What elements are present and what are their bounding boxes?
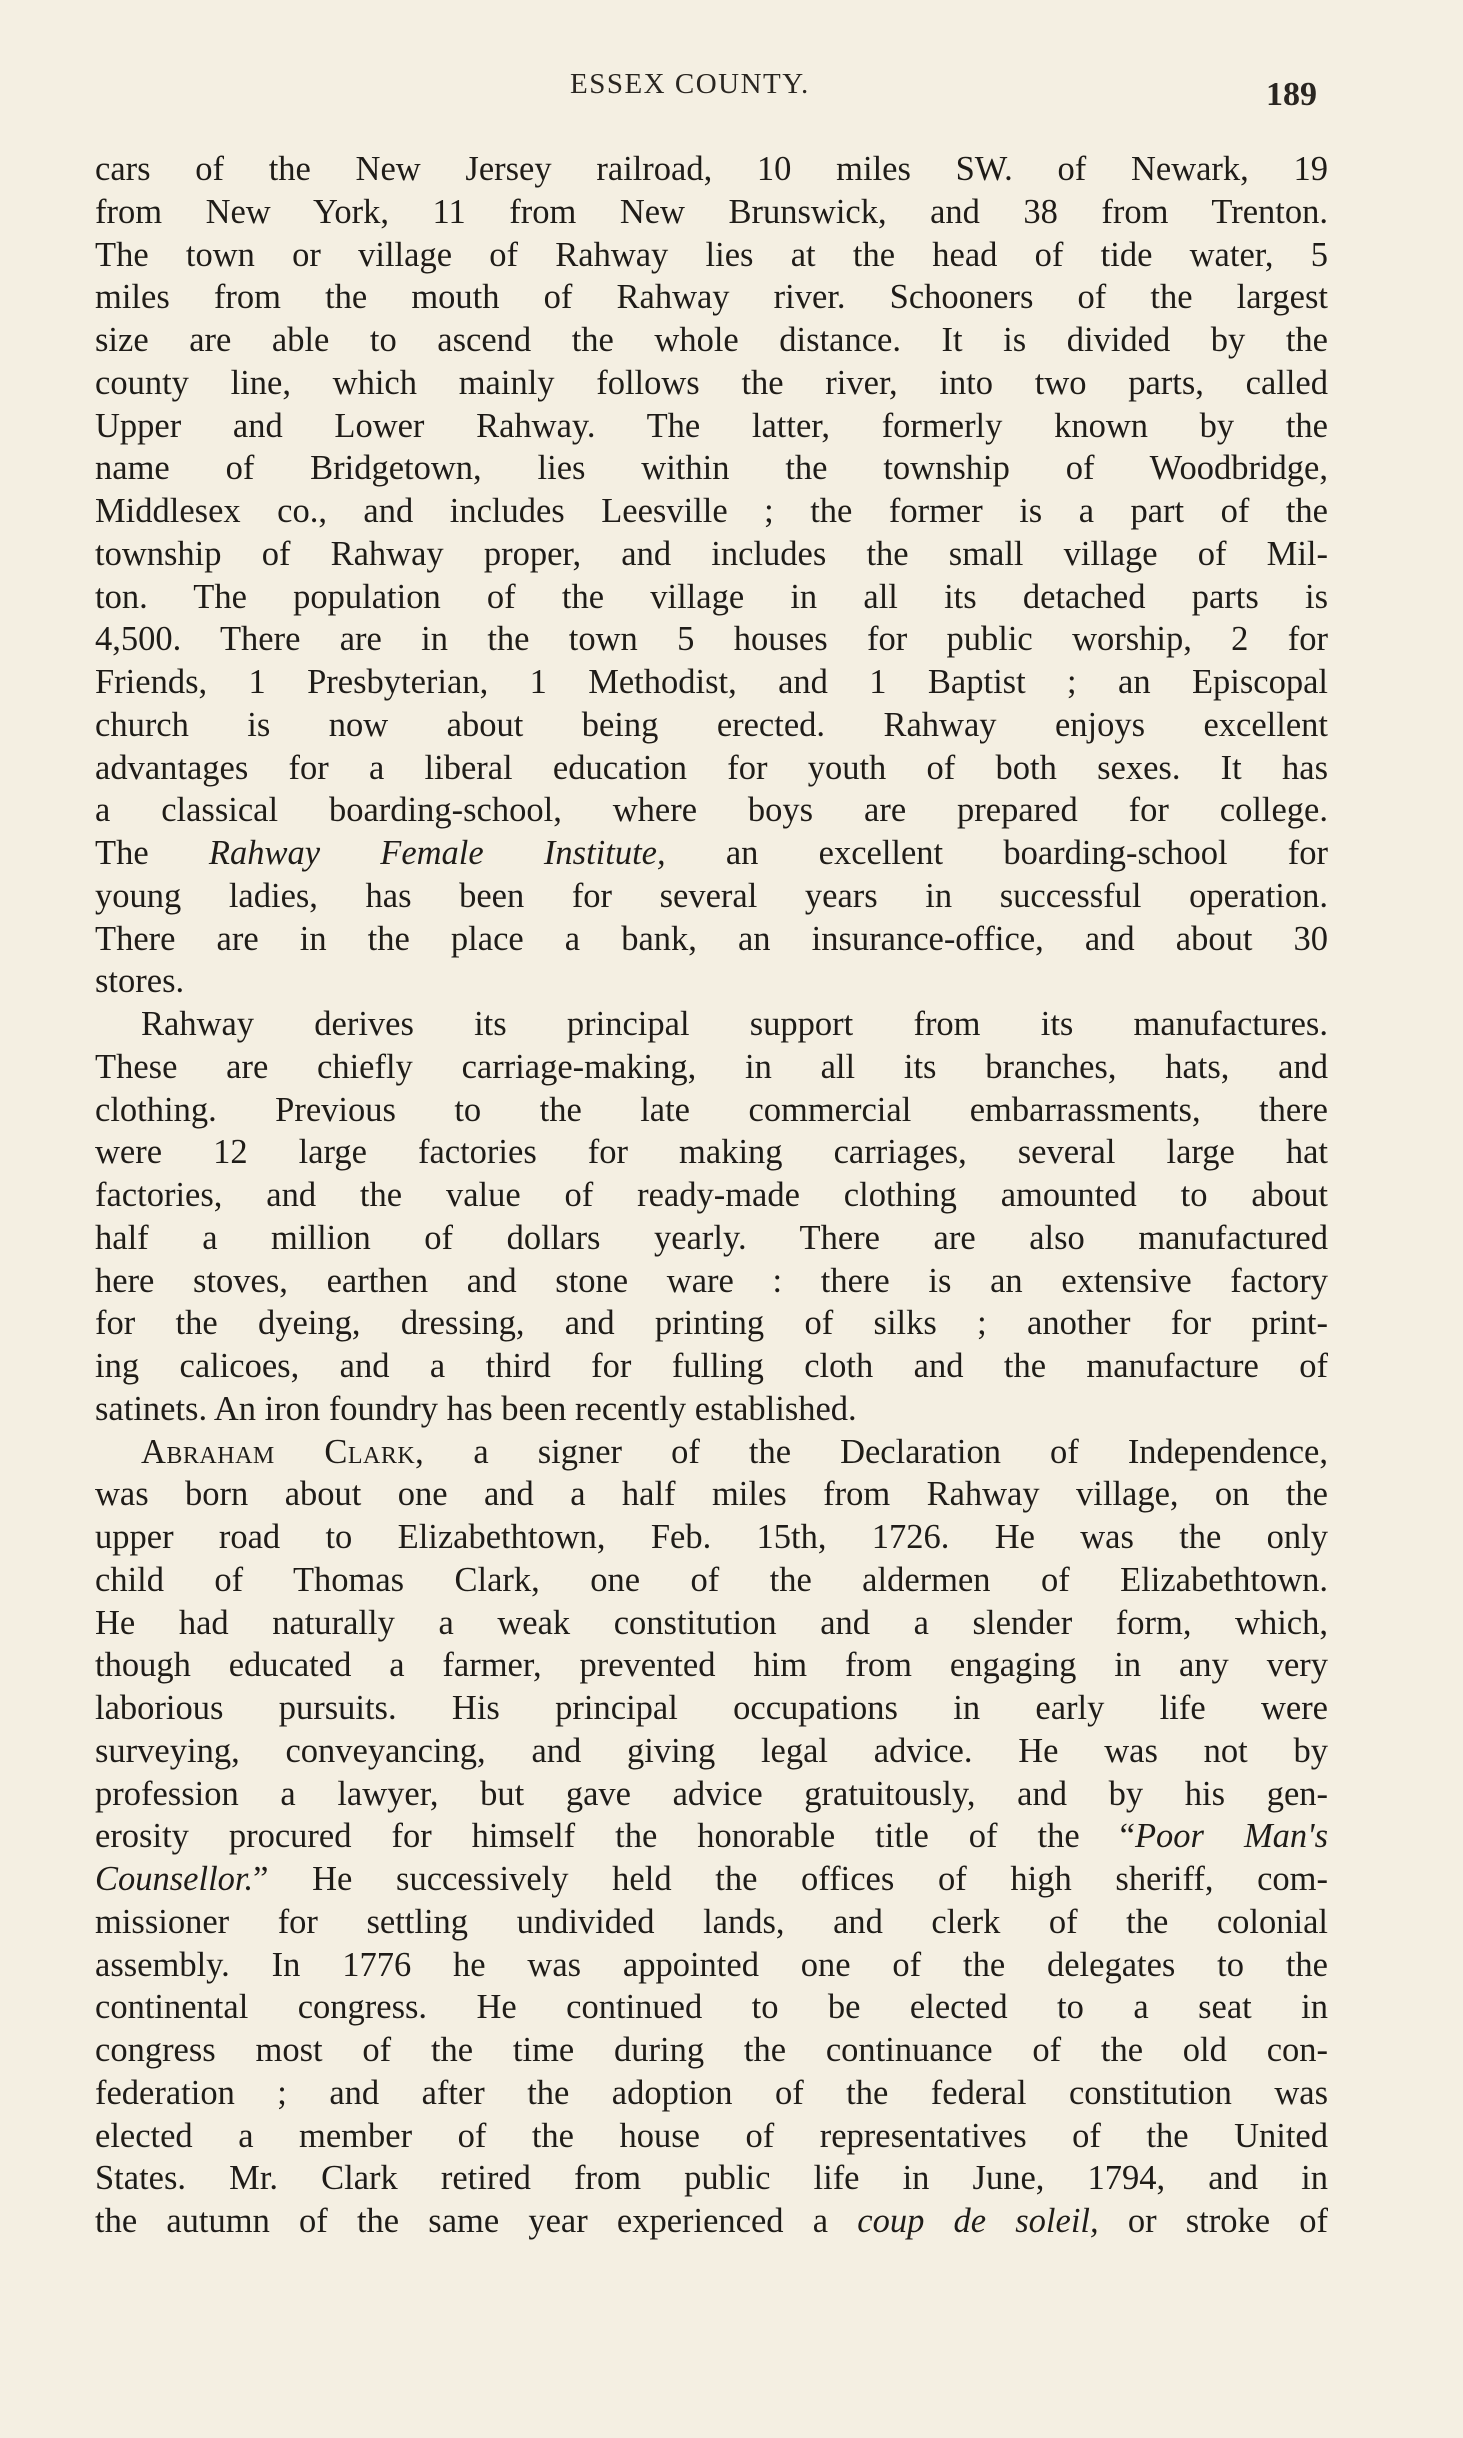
text-line: profession a lawyer, but gave advice gratuitously, and by his gen- bbox=[95, 1774, 1328, 1813]
text-line bbox=[95, 1431, 1328, 1474]
text-line bbox=[95, 2200, 1328, 2243]
text-line: ing calicoes, and a third for fulling cloth and the manufacture of bbox=[95, 1347, 1328, 1385]
text-line: He had naturally a weak constitution and a slender form, which, bbox=[95, 1603, 1328, 1642]
text-line: laborious pursuits. His principal occupations in early life were bbox=[95, 1689, 1328, 1727]
text-segment: ” He successively held the offices of high sheriff, com- bbox=[253, 1860, 1328, 1898]
text-line: here stoves, earthen and stone ware : there is an extensive factory bbox=[95, 1261, 1328, 1300]
text-line: was born about one and a half miles from Rahway village, on the bbox=[95, 1475, 1328, 1514]
text-line: size are able to ascend the whole distance. It is divided by the bbox=[95, 321, 1328, 359]
text-segment: The bbox=[95, 834, 209, 872]
text-line: satinets. An iron foundry has been recently established. bbox=[95, 1389, 857, 1428]
text-line: surveying, conveyancing, and giving legal advice. He was not by bbox=[95, 1731, 1328, 1770]
text-line: These are chiefly carriage-making, in all its branches, hats, and bbox=[95, 1047, 1328, 1086]
text-line: upper road to Elizabethtown, Feb. 15th, 1726. He was the only bbox=[95, 1518, 1328, 1556]
page-number: 189 bbox=[1266, 76, 1317, 113]
text-line: church is now about being erected. Rahway enjoys excellent bbox=[95, 705, 1328, 744]
text-line: assembly. In 1776 he was appointed one of the delegates to the bbox=[95, 1945, 1328, 1984]
text-line: child of Thomas Clark, one of the aldermen of Elizabethtown. bbox=[95, 1560, 1328, 1599]
text-line: name of Bridgetown, lies within the township of Woodbridge, bbox=[95, 449, 1328, 488]
text-line: clothing. Previous to the late commercial embarrassments, there bbox=[95, 1090, 1328, 1129]
text-segment: an excellent boarding-school for bbox=[665, 834, 1329, 872]
text-line: congress most of the time during the continuance of the old con- bbox=[95, 2031, 1328, 2069]
title-italic: Counsellor. bbox=[95, 1860, 254, 1898]
text-line: missioner for settling undivided lands, and clerk of the colonial bbox=[95, 1902, 1328, 1941]
text-line: ton. The population of the village in all its detached parts is bbox=[95, 577, 1328, 616]
foreign-phrase: coup de soleil, bbox=[857, 2202, 1099, 2240]
text-line: half a million of dollars yearly. There are also manufactured bbox=[95, 1218, 1328, 1257]
text-line: young ladies, has been for several years in successful operation. bbox=[95, 876, 1328, 915]
text-line: factories, and the value of ready-made clothing amounted to about bbox=[95, 1176, 1328, 1214]
text-line: county line, which mainly follows the river, into two parts, called bbox=[95, 363, 1328, 402]
text-line: There are in the place a bank, an insurance-office, and about 30 bbox=[95, 919, 1328, 958]
body-text bbox=[95, 148, 1328, 2243]
text-line: miles from the mouth of Rahway river. Schooners of the largest bbox=[95, 278, 1328, 317]
person-name: Abraham Clark, bbox=[141, 1432, 425, 1471]
text-line: States. Mr. Clark retired from public life in June, 1794, and in bbox=[95, 2159, 1328, 2198]
text-segment: a signer of the Declaration of Independence, bbox=[424, 1432, 1328, 1471]
text-line bbox=[95, 832, 1328, 875]
text-line: federation ; and after the adoption of the federal constitution was bbox=[95, 2073, 1328, 2112]
title-italic: Poor Man's bbox=[1134, 1817, 1328, 1856]
text-line: stores. bbox=[95, 962, 185, 1001]
text-line: advantages for a liberal education for youth of both sexes. It has bbox=[95, 748, 1328, 787]
text-line: Middlesex co., and includes Leesville ; the former is a part of the bbox=[95, 492, 1328, 530]
text-line: cars of the New Jersey railroad, 10 miles SW. of Newark, 19 bbox=[95, 150, 1328, 188]
text-line: Upper and Lower Rahway. The latter, formerly known by the bbox=[95, 406, 1328, 445]
text-line: township of Rahway proper, and includes the small village of Mil- bbox=[95, 534, 1328, 573]
text-line: a classical boarding-school, where boys are prepared for college. bbox=[95, 791, 1328, 830]
text-line: elected a member of the house of representatives of the United bbox=[95, 2116, 1328, 2155]
text-line: from New York, 11 from New Brunswick, and 38 from Trenton. bbox=[95, 192, 1328, 231]
text-line: though educated a farmer, prevented him from engaging in any very bbox=[95, 1646, 1328, 1685]
text-line: were 12 large factories for making carriages, several large hat bbox=[95, 1133, 1328, 1172]
text-line: Rahway derives its principal support from its manufactures. bbox=[141, 1005, 1328, 1043]
text-line: The town or village of Rahway lies at the head of tide water, 5 bbox=[95, 235, 1328, 274]
text-line: for the dyeing, dressing, and printing of silks ; another for print- bbox=[95, 1304, 1328, 1343]
header-title: ESSEX COUNTY. bbox=[570, 68, 810, 100]
text-line: Friends, 1 Presbyterian, 1 Methodist, and 1 Baptist ; an Episcopal bbox=[95, 663, 1328, 701]
text-line: 4,500. There are in the town 5 houses for public worship, 2 for bbox=[95, 620, 1328, 659]
text-line bbox=[95, 1815, 1328, 1858]
text-line bbox=[95, 1858, 1328, 1901]
text-segment: erosity procured for himself the honorable title of the “ bbox=[95, 1817, 1135, 1856]
text-segment: or stroke of bbox=[1098, 2202, 1328, 2240]
text-line: continental congress. He continued to be elected to a seat in bbox=[95, 1988, 1328, 2027]
running-head bbox=[0, 68, 1463, 113]
institute-name: Rahway Female Institute, bbox=[208, 834, 666, 872]
text-segment: the autumn of the same year experienced a bbox=[95, 2202, 858, 2240]
